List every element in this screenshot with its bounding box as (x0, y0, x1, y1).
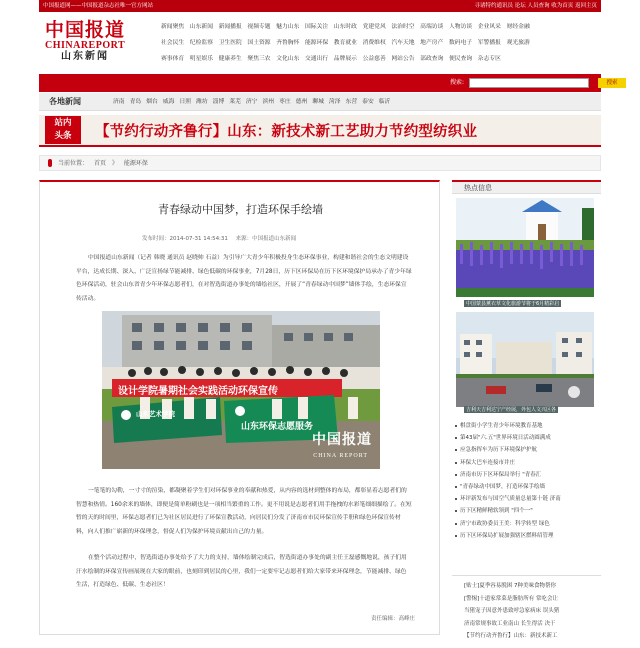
city-link[interactable]: 莱芜 (229, 99, 241, 105)
search-label: 搜索: (450, 79, 465, 86)
search-button[interactable]: 搜索 (598, 78, 626, 88)
article-paragraph-3: 在整个活动过程中，智选街道办事处给予了大力的支持，墙体绘制完成后，智选街道办事处的副主任王磊感慨地说，孩子们用汗水绘制的环保宣传画展现在大家的眼前，也刻印到居民的心里，我们一定要牢记志愿者们给大家带来环保理念，节能减排、绿色生活，打造绿色、低碳、生态社区！ (76, 555, 407, 588)
city-links (113, 93, 395, 111)
more-news-item[interactable]: 济南常规事故工业南山 长生得活 决干 (464, 620, 556, 627)
city-link[interactable]: 德州 (295, 99, 308, 105)
hot-news-item[interactable]: "青春绿动中国梦，打造环保手绘墙 (452, 481, 601, 493)
nav-link[interactable]: 企业风采 (477, 24, 501, 30)
nav-link[interactable]: 国土资源 (247, 40, 271, 46)
city-link[interactable]: 菏泽 (328, 99, 341, 105)
city-link[interactable]: 东营 (345, 99, 358, 105)
nav-link[interactable]: 明星娱乐 (189, 56, 213, 62)
nav-link[interactable]: 观光旅游 (506, 40, 530, 46)
nav-link[interactable]: 公益慈善 (362, 56, 386, 62)
more-news-list (452, 575, 601, 643)
search-bar (39, 74, 618, 92)
headline-text[interactable]: 【节约行动齐鲁行】山东：新技术新工艺助力节约型纺织业 (95, 123, 478, 140)
nav-link[interactable]: 视频专题 (247, 24, 271, 30)
nav-link[interactable]: 军警播报 (477, 40, 501, 46)
location-pin-icon (48, 159, 52, 167)
article-editor: 责任编辑：高峰庄 (370, 616, 415, 622)
city-link[interactable]: 淄博 (212, 99, 225, 105)
city-link[interactable]: 枣庄 (279, 99, 291, 105)
nav-link[interactable]: 网站公告 (391, 56, 415, 62)
nav-link[interactable]: 教育就业 (333, 40, 357, 46)
hot-news-item[interactable]: 应急指挥车为历下环境保护护航 (452, 444, 601, 456)
sidebar-title: 热点信息 (452, 180, 601, 194)
city-link[interactable]: 聊城 (312, 99, 324, 105)
article-meta (142, 234, 302, 242)
hot-news-item[interactable]: 环评新发布与国空气质量总量第十链 济南 (452, 493, 601, 505)
more-news-item[interactable]: [贴士]夏季容易脱困 7种美味食物帮你 (464, 583, 557, 589)
article-paragraph-1: 中国报道山东新闻（记者 韩晓 通讯员 赵晓帅 石益）为引导广大青少年积极投身生态环保事业，构建和谐社会的生态文明建设平台，达成长期、深入、广泛宣扬绿节能减排、绿色低碳的环保事业，7月28日，历下区环保局在历下区环境保护局承办了青少年绿色环保活动，驻会山东省青少年环保志愿者们，在对智选街道办事处的墙绘社区，开展了“青春绿动中国梦”墙体手绘，生态环保宣传活动。 (76, 255, 412, 302)
city-link[interactable]: 济南 (113, 99, 125, 105)
nav-link[interactable]: 消费维权 (362, 40, 386, 46)
article-title: 青春绿动中国梦，打造环保手绘墙 (158, 203, 323, 216)
nav-link[interactable]: 山东时政 (333, 24, 357, 30)
logo-region: 山东新闻 (61, 51, 109, 62)
headline-tag-line2: 头条 (54, 131, 72, 141)
hot-news-item[interactable]: 环保大巴车连接市井庄 (452, 457, 601, 469)
breadcrumb-home[interactable]: 首页 (93, 160, 106, 167)
city-link[interactable]: 临沂 (378, 99, 391, 105)
nav-link[interactable]: 财经金融 (506, 24, 530, 30)
logo-en: CHINAREPORT (45, 40, 126, 51)
more-news-item[interactable]: [警惕]十道家常菜是脂肪所有 常吃会让 (464, 595, 559, 602)
nav-link[interactable]: 人物访谈 (448, 24, 473, 30)
more-news-item[interactable]: 【节约行动齐鲁行】山东：新技术新工 (464, 633, 558, 639)
hot-news-item[interactable]: 历下区精鲜精软领到 "四个一" (452, 505, 601, 517)
nav-row-3 (161, 51, 601, 67)
nav-link[interactable]: 卫生医院 (218, 40, 242, 46)
city-link[interactable]: 潍坊 (196, 99, 208, 105)
nav-link[interactable]: 健康养生 (218, 56, 242, 62)
hot-news-item[interactable]: 济南市历下区环保局举行 "青春汇 (452, 469, 601, 481)
headline-banner[interactable] (39, 115, 601, 147)
breadcrumb-separator: 》 (111, 160, 118, 167)
nav-link[interactable]: 新闻聚焦 (161, 24, 185, 30)
hot-news-item[interactable]: 济宁市政协委员王美：科学转型 绿色 (452, 518, 601, 530)
nav-link[interactable]: 便民查询 (448, 56, 473, 62)
nav-link[interactable]: 山东新闻 (189, 24, 213, 30)
photo-flag-text-2: 山东环保志愿服务 (241, 422, 314, 432)
breadcrumb-prefix: 当前位置： (58, 160, 89, 167)
nav-link[interactable]: 赛事体育 (161, 56, 185, 62)
photo-flag-text-1: 山东艺术学院 (136, 410, 175, 418)
nav-link[interactable]: 法治时空 (391, 24, 415, 30)
hot-news-item[interactable]: 棋盘街小学生青少年环境教育基地 (452, 420, 601, 432)
city-link[interactable]: 济宁 (245, 99, 258, 105)
main-nav (161, 19, 601, 67)
sidebar-photo-1[interactable] (456, 198, 594, 297)
site-logo[interactable] (45, 20, 143, 68)
photo-watermark-cn: 中国报道 (312, 432, 372, 448)
article-panel (39, 180, 440, 635)
photo-banner-text: 设计学院暑期社会实践活动环保宣传 (118, 386, 278, 397)
building-street-image (456, 312, 594, 407)
nav-link[interactable]: 部政查询 (420, 56, 444, 62)
city-link[interactable]: 日照 (179, 99, 192, 105)
local-news-title: 各地新闻 (49, 97, 81, 106)
nav-link[interactable]: 数码电子 (448, 40, 473, 46)
nav-link[interactable]: 地产房产 (420, 40, 444, 46)
article-paragraph-2: 一笔笔的勾勒，一寸寸的渲染，都凝聚着学生们对环保事业的奉献和热爱，从内容的选材到整体的布局，都彰显着志愿者们的智慧和热情。160余米的墙体，即便是简单粉刷也是一项相当繁重的工作。更不用说是志愿者们用手拖拽的水彩笔细细描绘了。在短暂的天的时间里，环保志愿者们已为社区居民进行了环保宣教活动，向居民们分发了济南市市民环保宣传手册和绿色环保宣传材料，向人们推广崭新的环保理念，督促人们为保护环境贡献出自己的力量。 (76, 488, 412, 535)
sidebar-photo-2[interactable] (456, 312, 594, 407)
nav-row-2 (161, 35, 601, 51)
photo-watermark-en: CHINA REPORT (313, 453, 368, 459)
city-link[interactable]: 滨州 (262, 99, 275, 105)
site-slogan: 中国报道网——中国报道杂志社唯一官方网站 (43, 3, 154, 9)
city-link[interactable]: 威海 (162, 99, 175, 105)
breadcrumb-section[interactable]: 能源环保 (123, 160, 148, 167)
nav-row-1 (161, 19, 601, 35)
nav-link[interactable]: 交通出行 (304, 56, 329, 62)
city-link[interactable]: 泰安 (362, 99, 374, 105)
nav-link[interactable]: 党建党风 (362, 24, 386, 30)
hot-info-sidebar (452, 180, 601, 639)
nav-link[interactable]: 纪检监察 (189, 40, 213, 46)
city-link[interactable]: 烟台 (146, 99, 158, 105)
local-news-bar (39, 93, 601, 111)
nav-link[interactable]: 国际关注 (304, 24, 329, 30)
hot-news-list (452, 420, 601, 542)
nav-link[interactable]: 汽车天地 (391, 40, 415, 46)
city-link[interactable]: 青岛 (129, 99, 142, 105)
nav-link[interactable]: 魅力山东 (276, 24, 300, 30)
nav-link[interactable]: 品牌展示 (333, 56, 357, 62)
nav-link[interactable]: 能源环保 (304, 40, 329, 46)
nav-link[interactable]: 齐鲁胸怀 (276, 40, 300, 46)
headline-tag (45, 116, 81, 144)
sidebar-photo-1-caption[interactable]: 中国蒙县薰衣草文化旅游节将于6月精彩启 (466, 301, 560, 307)
lavender-field-image (456, 198, 594, 297)
breadcrumb (39, 155, 601, 171)
search-input[interactable] (469, 78, 589, 88)
more-news-item[interactable]: 当猪宠子因意外患致呼急家病床 误头猪 (464, 608, 560, 614)
hot-news-item[interactable]: 第43届"六.五"世界环境日活动圆满成 (452, 432, 601, 444)
nav-link[interactable]: 聚焦三农 (247, 56, 271, 62)
top-links[interactable]: 寻诸特约通讯员 论坛 人员查询 收为首页 返回主页 (474, 3, 597, 9)
nav-link[interactable]: 文化山东 (276, 56, 300, 62)
hot-news-item[interactable]: 历下区环保局扩展加强辖区燃料绍管理 (452, 530, 601, 542)
nav-link[interactable]: 社会民生 (161, 40, 185, 46)
publish-time: 发布时间：2014-07-31 14:54:31 (142, 236, 228, 242)
nav-link[interactable]: 高端访谈 (420, 24, 444, 30)
nav-link[interactable]: 新闻播报 (218, 24, 242, 30)
logo-cn: 中国报道 (45, 19, 126, 41)
article-photo (102, 311, 380, 469)
site-header (39, 12, 601, 74)
top-bar (39, 0, 601, 12)
article-source: 来源：中国报道山东新闻 (235, 236, 297, 242)
nav-link[interactable]: 杂志专区 (477, 56, 501, 62)
sidebar-photo-2-caption[interactable]: 吉利天吉利达宁产经展，外包人文兴区各 (466, 407, 557, 413)
headline-tag-line1: 站内 (54, 118, 72, 128)
